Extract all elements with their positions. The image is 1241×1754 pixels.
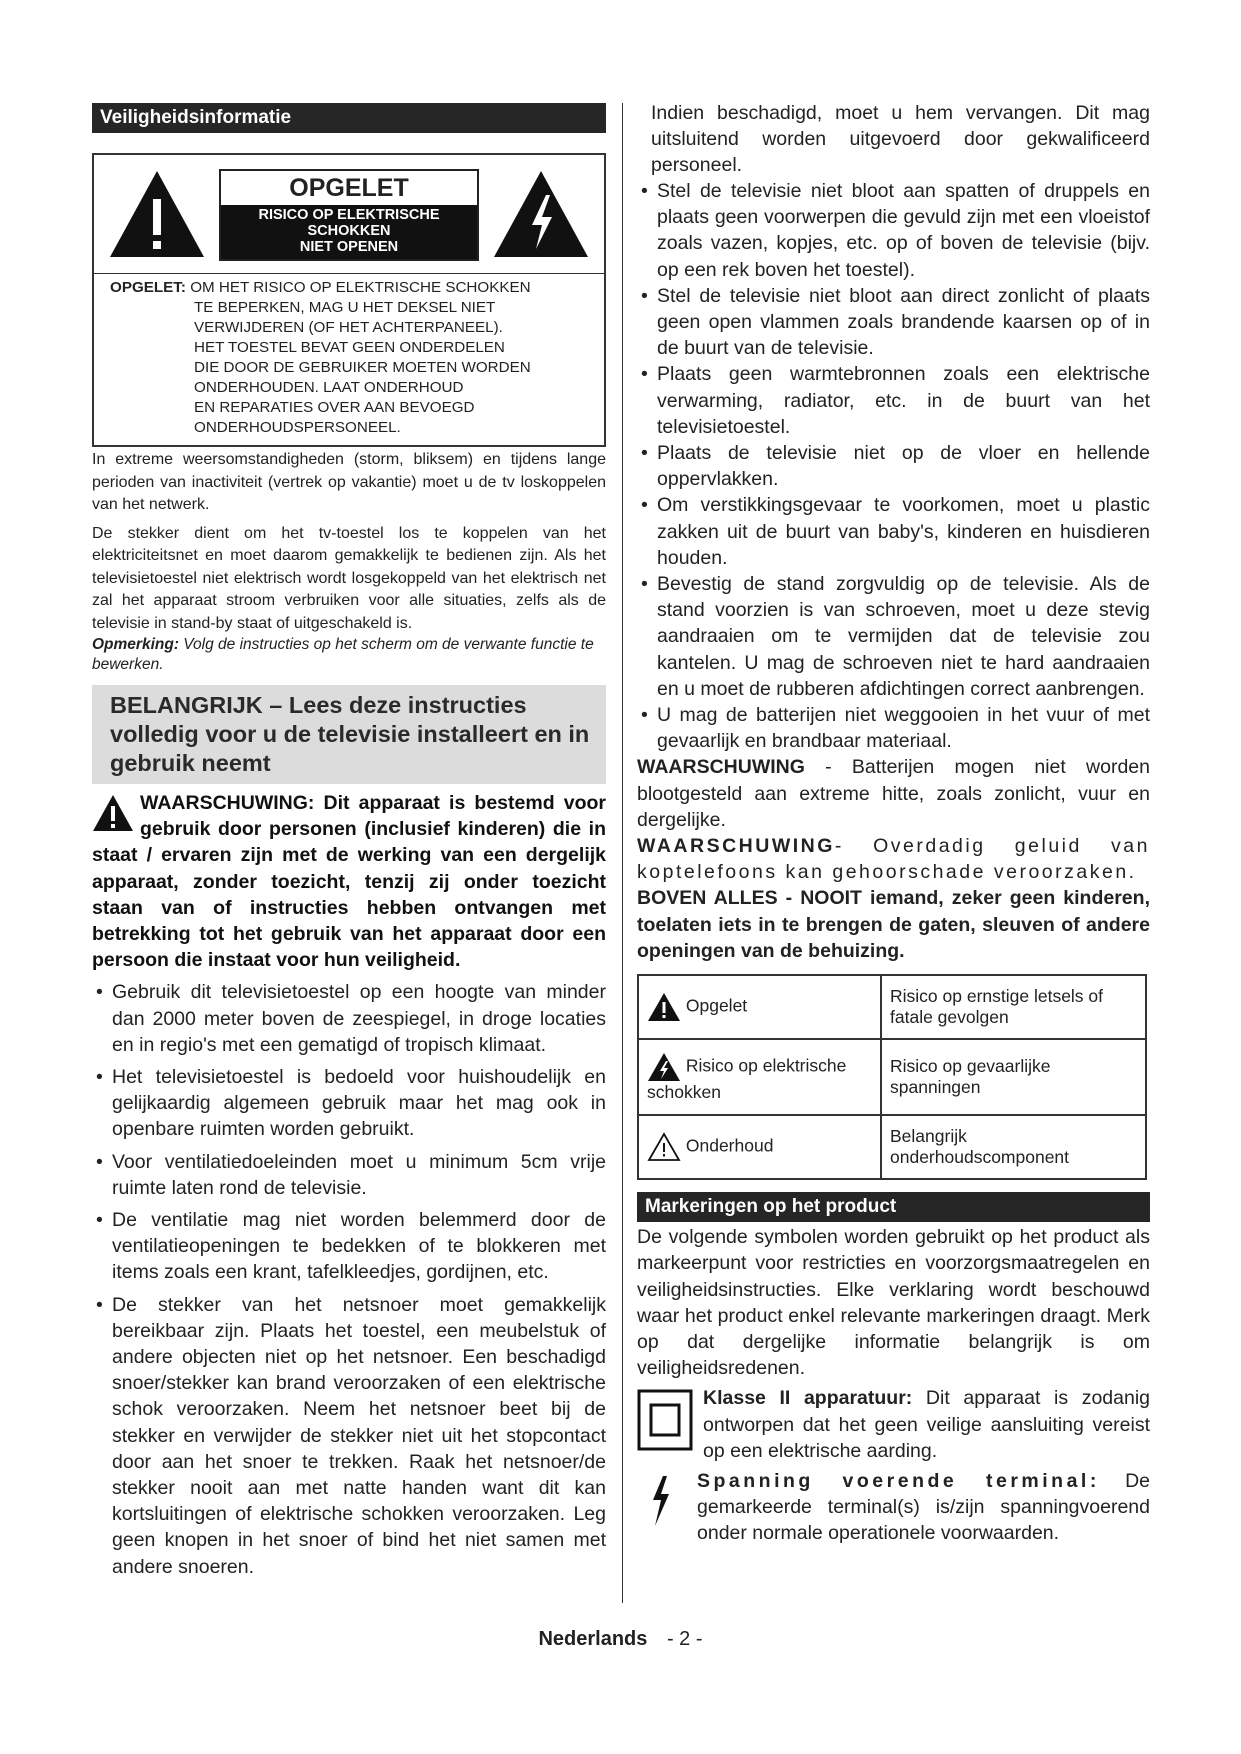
table-cell: Belangrijk onderhoudscomponent [881,1115,1146,1179]
warning-triangle-icon [108,169,206,259]
caution-line: DIE DOOR DE GEBRUIKER MOETEN WORDEN [194,359,531,376]
opgelet-subtitle-line: NIET OPENEN [299,239,399,255]
list-item: • Gebruik dit televisietoestel op een hoogte van minder dan 2000 meter boven de zeespiegel, in droge locaties en in regio's met een gematigd of tropisch klimaat. [92,979,606,1058]
opgelet-label-panel [219,169,479,261]
warning-battery [637,754,1150,833]
caution-line: TE BEPERKEN, MAG U HET DEKSEL NIET [194,299,496,316]
footer-page-number: - 2 - [666,1628,703,1650]
bullet-list-right [637,178,1150,754]
symbol-term: Risico op elektrische schokken [647,1055,847,1102]
maintenance-triangle-icon [647,1132,681,1162]
above-all-warning: BOVEN ALLES - NOOIT iemand, zeker geen kinderen, toelaten iets in te brengen de gaten, sleuven of andere openingen van de behuizing. [637,887,1150,962]
caution-line: EN REPARATIES OVER AAN BEVOEGD [194,399,475,416]
electric-shock-triangle-icon [492,169,590,259]
opgelet-subtitle-line: RISICO OP ELEKTRISCHE [258,207,440,223]
list-item: • De ventilatie mag niet worden belemmerd door de ventilatieopeningen te bedekken of te blokkeren met items zoals een krant, tafelkleedjes, gordijnen, etc. [92,1207,606,1286]
list-item: • Om verstikkingsgevaar te voorkomen, moet u plastic zakken uit de buurt van baby's, kinderen en huisdieren houden. [637,492,1150,571]
table-cell: Risico op gevaarlijke spanningen [881,1039,1146,1115]
list-item: • Stel de televisie niet bloot aan spatten of druppels en plaats geen voorwerpen die gevuld zijn met een vloeistof zoals vazen, kopjes, etc. op of boven de televisie (bijv. op een rek boven het toestel). [637,178,1150,283]
caution-text [110,278,600,438]
opgelet-subtitle [221,205,477,259]
opgelet-title: OPGELET [289,174,409,202]
caution-line: HET TOESTEL BEVAT GEEN ONDERDELEN [194,339,505,356]
symbol-term: Onderhoud [685,1135,774,1156]
left-column [92,103,606,1580]
electric-shock-triangle-icon [647,1052,681,1082]
paragraph-storm: In extreme weersomstandigheden (storm, bliksem) en tijdens lange perioden van inactiviteit (vertrek op vakantie) moet u de tv loskoppelen van het netwerk. [92,451,606,513]
warning-triangle-icon [647,992,681,1022]
caution-first-line: OM HET RISICO OP ELEKTRISCHE SCHOKKEN [190,279,531,296]
class-ii-double-square-icon [637,1389,693,1451]
table-cell [638,1115,881,1179]
opgelet-subtitle-line: SCHOKKEN [307,223,391,239]
live-terminal-label: Spanning voerende terminal: [697,1469,1100,1492]
list-item: • Voor ventilatiedoeleinden moet u minimum 5cm vrije ruimte laten rond de televisie. [92,1149,606,1201]
list-item: • Bevestig de stand zorgvuldig op de televisie. Als de stand voorzien is van schroeven, moet u deze stevig aandraaien om te vermijden dat de televisie zou kantelen. U mag de schroeven niet te hard aandraaien en u moet de rubberen afdichtingen correct aanbrengen. [637,571,1150,702]
warning-triangle-icon [92,794,134,832]
table-row [638,1115,1146,1179]
warning-battery-label: WAARSCHUWING [637,756,805,779]
list-item: • Plaats geen warmtebronnen zoals een elektrische verwarming, radiator, etc. in de buurt van het televisietoestel. [637,361,1150,440]
class2-label: Klasse II apparatuur: [703,1387,913,1410]
live-terminal-row [637,1468,1150,1547]
list-item: • U mag de batterijen niet weggooien in het vuur of met gevaarlijk en brandbaar materiaal. [637,702,1150,754]
caution-line: ONDERHOUDEN. LAAT ONDERHOUD [194,379,464,396]
symbol-table [637,974,1147,1180]
list-item: • De stekker van het netsnoer moet gemakkelijk bereikbaar zijn. Plaats het toestel, een meubelstuk of andere objecten niet op het netsnoer. Een beschadigd snoer/stekker kan brand veroorzaken of een elektrische schok veroorzaken. Neem het netsnoer beet bij de stekker en verwijder de stekker niet uit het stopcontact door aan het snoer te trekken. Raak het netsnoer/de stekker nooit aan met natte handen want dit kan kortsluitingen of elektrische schokken veroorzaken. Leg geen knopen in het snoer of bind het niet samen met andere snoeren. [92,1292,606,1580]
caution-separator [94,273,604,274]
warning-sound [637,833,1150,885]
table-cell: Risico op ernstige letsels of fatale gevolgen [881,975,1146,1039]
caution-line: ONDERHOUDSPERSONEEL. [194,419,401,436]
section-heading-safety: Veiligheidsinformatie [92,103,606,133]
lightning-bolt-icon [649,1476,673,1526]
list-item: • Het televisietoestel is bedoeld voor huishoudelijk en gelijkaardig algemeen gebruik maar het mag ook in openbare ruimten worden gebruikt. [92,1064,606,1143]
class2-row [637,1385,1150,1464]
important-heading: BELANGRIJK – Lees deze instructies volledig voor u de televisie installeert en in gebruik neemt [92,685,606,784]
live-terminal-text: De gemarkeerde terminal(s) is/zijn spanningvoerend onder normale operationele voorwaarden. [697,1469,1150,1545]
continuation-text: Indien beschadigd, moet u hem vervangen. Dit mag uitsluitend worden uitgevoerd door gekwalificeerd personeel. [651,102,1150,176]
table-cell [638,975,881,1039]
caution-panel [92,153,606,447]
warning-sound-label: WAARSCHUWING [637,835,835,858]
warning-main [92,790,606,973]
warning-battery-text: - Batterijen mogen niet worden blootgesteld aan extreme hitte, zoals zonlicht, vuur en dergelijke. [637,756,1150,831]
section-heading-markings: Markeringen op het product [637,1192,1150,1222]
symbol-term: Opgelet [685,995,748,1016]
bullet-list-left [92,979,606,1579]
note-label: Opmerking: [92,636,179,653]
table-row [638,975,1146,1039]
paragraph-plug: De stekker dient om het tv-toestel los te koppelen van het elektriciteitsnet en moet daarom gemakkelijk te bedienen zijn. Als het televisietoestel niet elektrisch wordt losgekoppeld van het elektrisch net zal het apparaat stroom verbruiken voor alle situaties, zelfs als de televisie in stand-by staat of uitgeschakeld is. [92,524,606,632]
note [92,635,606,675]
table-cell [638,1039,881,1115]
warning-main-text: WAARSCHUWING: Dit apparaat is bestemd voor gebruik door personen (inclusief kinderen) die in staat / ervaren zijn met de werking van een dergelijk apparaat, zonder toezicht, tenzij zij onder toezicht staan van of instructies hebben ontvangen met betrekking tot het gebruik van het apparaat door een persoon die instaat voor hun veiligheid. [92,792,606,972]
column-divider [622,103,623,1603]
footer-language: Nederlands [538,1628,648,1650]
warning-sound-text: - Overdadig geluid van koptelefoons kan gehoorschade veroorzaken. [637,835,1150,884]
caution-label: OPGELET: [110,279,186,296]
caution-line: VERWIJDEREN (OF HET ACHTERPANEEL). [194,319,503,336]
list-item: • Stel de televisie niet bloot aan direct zonlicht of plaats geen open vlammen zoals brandende kaarsen op of in de buurt van de televisie. [637,283,1150,362]
class2-text: Dit apparaat is zodanig ontworpen dat het geen veilige aansluiting vereist op een elektrische aarding. [703,1387,1150,1462]
markings-intro: De volgende symbolen worden gebruikt op het product als markeerpunt voor restricties en voorzorgsmaatregelen en veiligheidsinstructies. Elke verklaring wordt beschouwd waar het product enkel relevante markeringen draagt. Merk op dat dergelijke informatie belangrijk is om veiligheidsredenen. [637,1226,1150,1380]
note-text: Volg de instructies op het scherm om de verwante functie te bewerken. [92,636,594,673]
right-column [637,100,1150,1547]
list-item: • Plaats de televisie niet op de vloer en hellende oppervlakken. [637,440,1150,492]
page-footer [0,1628,1241,1651]
table-row [638,1039,1146,1115]
